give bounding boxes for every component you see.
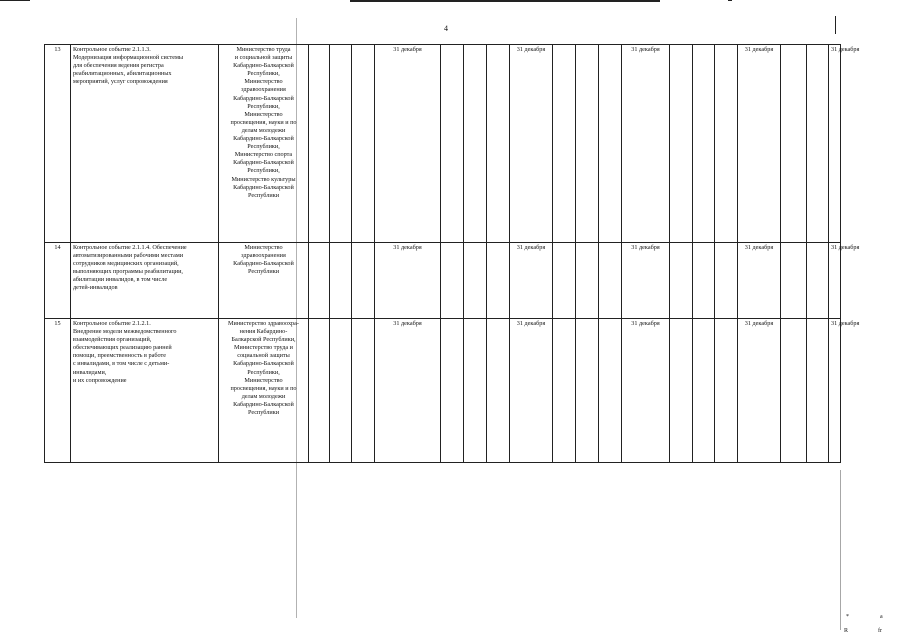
date-cell: 31 декабря xyxy=(375,243,441,319)
date-cell: 31 декабря xyxy=(829,319,841,463)
margin-mark: * xyxy=(846,614,849,620)
date-cell: 31 декабря xyxy=(622,243,670,319)
page-number: 4 xyxy=(444,24,448,33)
scan-artifact-vertical-right xyxy=(835,16,836,34)
scan-artifact-top-center xyxy=(350,0,660,2)
date-cell: 31 декабря xyxy=(510,243,553,319)
table-row xyxy=(45,243,841,319)
event-description: Контрольное событие 2.1.1.4. Обеспечение автоматизированными рабочими местами сотрудников медицинских организаций, выполняющих программы реабилитации, абилитации инвалидов, в том числе детей-инвалидов xyxy=(71,243,219,319)
date-cell: 31 декабря xyxy=(622,319,670,463)
date-cell: 31 декабря xyxy=(738,319,781,463)
event-description: Контрольное событие 2.1.1.3. Модернизация информационной системы для обеспечения ведения регистра реабилитационных, абилитационных мероприятий, услуг сопровождения xyxy=(71,45,219,243)
date-cell: 31 декабря xyxy=(375,319,441,463)
control-events-table xyxy=(44,44,860,463)
scan-artifact-vertical-right-lower xyxy=(840,470,841,630)
scan-artifact-top-right xyxy=(728,0,732,1)
executor: Министерство труда и социальной защиты Кабардино-Балкарской Республики, Министерство здравоохранения Кабардино-Балкарской Республики, Министерство просвещения, науки и по делам молодежи Кабардино-Балкарской Республики, Министерство спорта Кабардино-Балкарской Республики, Министерство культуры Кабардино-Балкарской Республики xyxy=(219,45,309,243)
table-row xyxy=(45,45,841,243)
date-cell: 31 декабря xyxy=(510,45,553,243)
date-cell: 31 декабря xyxy=(375,45,441,243)
executor: Министерство здравоохранения Кабардино-Балкарской Республики xyxy=(219,243,309,319)
margin-mark: R xyxy=(844,628,849,634)
date-cell: 31 декабря xyxy=(738,45,781,243)
date-cell: 31 декабря xyxy=(738,243,781,319)
margin-mark: a xyxy=(880,614,883,620)
scan-artifact-top-left xyxy=(0,0,30,1)
executor: Министерство здравоохра- нения Кабардино- Балкарской Республики, Министерство труда и социальной защиты Кабардино-Балкарской Республики, Министерство просвещения, науки и по делам молодежи Кабардино-Балкарской Республики xyxy=(219,319,309,463)
date-cell: 31 декабря xyxy=(829,243,841,319)
event-description: Контрольное событие 2.1.2.1. Внедрение модели межведомственного взаимодействия организаций, обеспечивающих реализацию ранней помощи, преемственность в работе с инвалидами, в том числе с детьми- инвалидами, и их сопровождение xyxy=(71,319,219,463)
date-cell: 31 декабря xyxy=(829,45,841,243)
date-cell: 31 декабря xyxy=(622,45,670,243)
row-number: 14 xyxy=(45,243,71,319)
margin-mark: fr xyxy=(878,628,882,634)
row-number: 15 xyxy=(45,319,71,463)
table-row xyxy=(45,319,841,463)
date-cell: 31 декабря xyxy=(510,319,553,463)
row-number: 13 xyxy=(45,45,71,243)
